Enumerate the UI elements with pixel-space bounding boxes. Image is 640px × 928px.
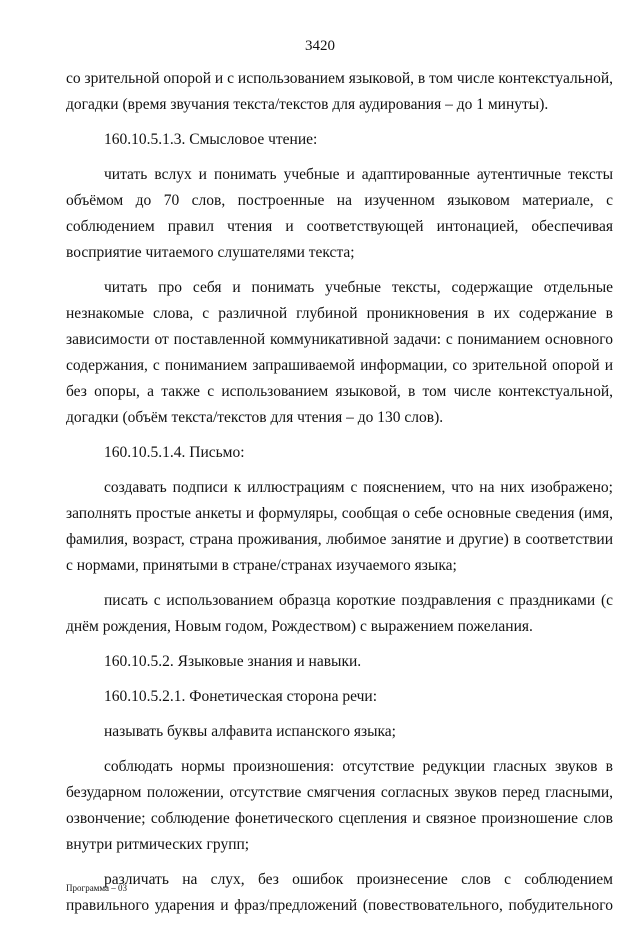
section-heading-language-skills: 160.10.5.2. Языковые знания и навыки. [104, 653, 362, 670]
document-body [66, 66, 613, 928]
section-heading-phonetics: 160.10.5.2.1. Фонетическая сторона речи: [104, 688, 377, 705]
paragraph-silent-reading: читать про себя и понимать учебные тексты, содержащие отдельные незнакомые слова, с различной глубиной проникновения в их содержание в зависимости от поставленной коммуникативной задачи: с пониманием основного содержания, с пониманием запрашиваемой информации, со зрительной опорой и без опоры, а также с использованием языковой, в том числе контекстуальной, догадки (объём текста/текстов для чтения – до 130 слов). [66, 279, 613, 426]
page-number: 3420 [305, 38, 335, 54]
section-heading-writing: 160.10.5.1.4. Письмо: [104, 444, 245, 461]
section-heading-reading: 160.10.5.1.3. Смысловое чтение: [104, 131, 318, 148]
page-footer: Программа – 03 [66, 883, 128, 893]
paragraph-pronunciation: соблюдать нормы произношения: отсутствие редукции гласных звуков в безударном положении, отсутствие смягчения согласных звуков перед гласными, озвончение; соблюдение фонетического сцепления и связное произношение слов внутри ритмических групп; [66, 758, 613, 853]
paragraph-reading-aloud: читать вслух и понимать учебные и адаптированные аутентичные тексты объёмом до 70 слов, построенные на изученном языковом материале, с соблюдением правил чтения и соответствующей интонацией, обеспечивая восприятие читаемого слушателями текста; [66, 166, 613, 261]
paragraph-continuation: со зрительной опорой и с использованием языковой, в том числе контекстуальной, догадки (время звучания текста/текстов для аудирования – до 1 минуты). [66, 70, 613, 113]
paragraph-greetings: писать с использованием образца короткие поздравления с праздниками (с днём рождения, Новым годом, Рождеством) с выражением пожелания. [66, 592, 613, 635]
paragraph-captions-forms: создавать подписи к иллюстрациям с пояснением, что на них изображено; заполнять простые анкеты и формуляры, сообщая о себе основные сведения (имя, фамилия, возраст, страна проживания, любимое занятие и другие) в соответствии с нормами, принятыми в стране/странах изучаемого языка; [66, 479, 613, 574]
paragraph-stress-intonation: различать на слух, без ошибок произнесение слов с соблюдением правильного ударения и фраз/предложений (повествовательного, побудительного [66, 871, 613, 914]
paragraph-alphabet: называть буквы алфавита испанского языка; [104, 723, 396, 740]
